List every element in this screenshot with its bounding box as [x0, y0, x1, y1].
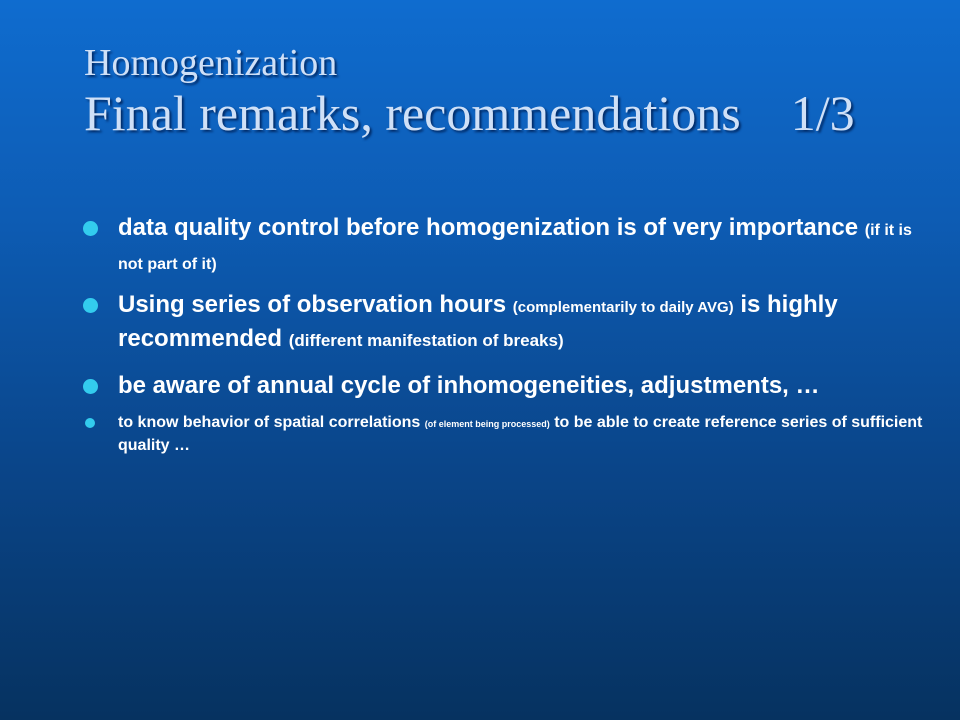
title-line-1: Homogenization	[84, 42, 338, 84]
bullet-text: is highly recommended	[118, 291, 838, 352]
slide-title	[84, 42, 855, 141]
bullet-dot-icon	[85, 418, 95, 428]
bullet-item	[80, 289, 940, 356]
bullet-text: data quality control before homogenization is of very importance	[118, 214, 859, 241]
bullet-item	[80, 370, 940, 401]
bullet-note: (if it is not part of it)	[118, 222, 912, 273]
bullet-text: to know behavior of spatial correlations	[118, 414, 421, 431]
bullet-text: to be able to create reference series of sufficient quality …	[118, 414, 923, 454]
bullet-dot-icon	[83, 298, 98, 313]
bullet-text: be aware of annual cycle of inhomogeneities, adjustments, …	[118, 372, 820, 399]
bullet-dot-icon	[83, 379, 98, 394]
bullet-item	[80, 412, 940, 456]
bullet-note: (complementarily to daily AVG)	[512, 299, 734, 316]
bullet-note: (of element being processed)	[424, 419, 550, 429]
bullet-text: Using series of observation hours	[118, 291, 507, 318]
bullet-dot-icon	[83, 221, 98, 236]
bullet-note: (different manifestation of breaks)	[288, 331, 564, 350]
bullet-item	[80, 212, 940, 280]
title-line-2: Final remarks, recommendations 1/3	[84, 85, 855, 141]
bullet-list	[80, 212, 940, 456]
